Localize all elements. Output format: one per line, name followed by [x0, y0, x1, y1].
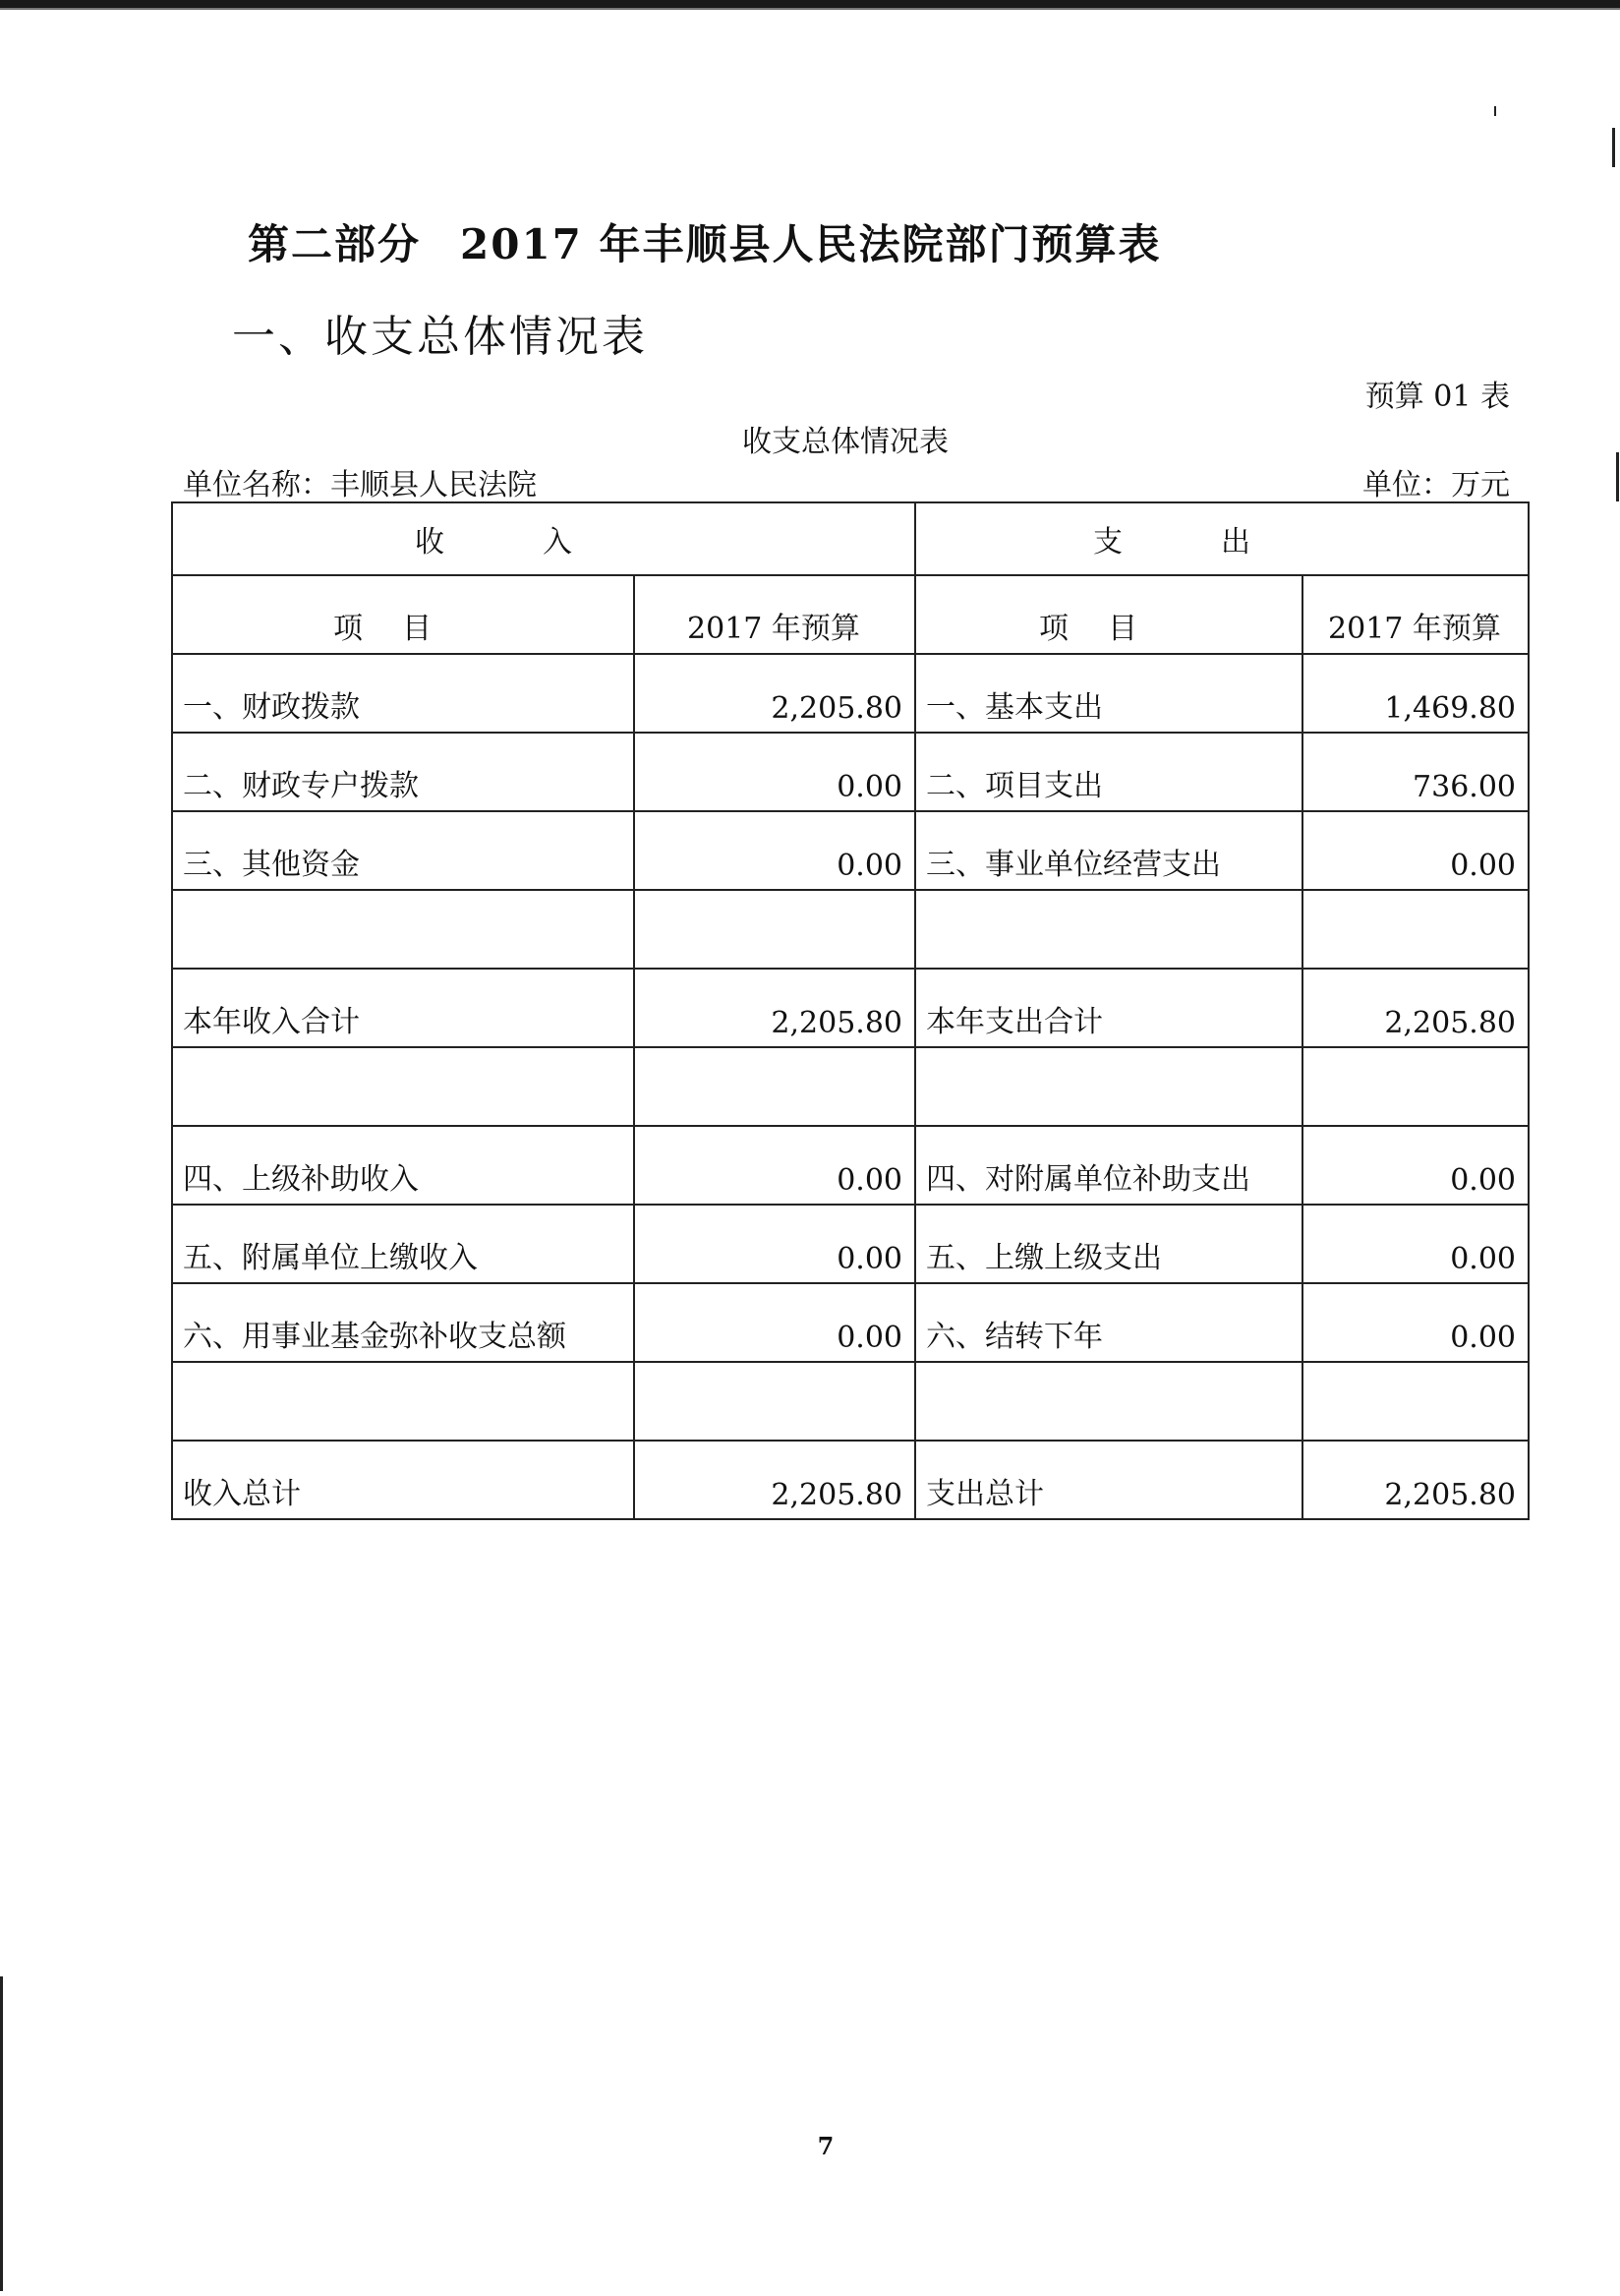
expense-header: 支出 [915, 502, 1529, 575]
income-value: 0.00 [634, 811, 915, 890]
empty-cell [172, 1047, 634, 1126]
part-subtitle: 2017 年丰顺县人民法院部门预算表 [460, 220, 1162, 268]
income-subtotal-value: 2,205.80 [634, 969, 915, 1047]
empty-cell [1302, 1047, 1529, 1126]
empty-cell [1302, 890, 1529, 969]
page-number: 7 [817, 2132, 835, 2160]
income-item: 三、其他资金 [172, 811, 634, 890]
budget-summary-table [171, 501, 1530, 1520]
expense-value: 0.00 [1302, 1283, 1529, 1362]
table-row [172, 733, 1529, 811]
table-empty-row [172, 1362, 1529, 1441]
part-title [248, 212, 1162, 271]
section-title: 一、收支总体情况表 [232, 312, 648, 362]
expense-value: 0.00 [1302, 1126, 1529, 1205]
expense-subtotal-label: 本年支出合计 [915, 969, 1302, 1047]
empty-cell [172, 1362, 634, 1441]
income-value: 2,205.80 [634, 654, 915, 733]
expense-subtotal-value: 2,205.80 [1302, 969, 1529, 1047]
table-row [172, 1283, 1529, 1362]
table-row [172, 654, 1529, 733]
expense-value: 736.00 [1302, 733, 1529, 811]
income-item: 六、用事业基金弥补收支总额 [172, 1283, 634, 1362]
table-total-row [172, 1441, 1529, 1519]
expense-item: 二、项目支出 [915, 733, 1302, 811]
empty-cell [634, 1047, 915, 1126]
income-subtotal-label: 本年收入合计 [172, 969, 634, 1047]
expense-item: 四、对附属单位补助支出 [915, 1126, 1302, 1205]
income-item: 四、上级补助收入 [172, 1126, 634, 1205]
expense-budget-column-header: 2017 年预算 [1302, 575, 1529, 654]
income-value: 0.00 [634, 1205, 915, 1283]
table-title: 收支总体情况表 [742, 425, 949, 459]
income-total-label: 收入总计 [172, 1441, 634, 1519]
empty-cell [634, 1362, 915, 1441]
table-empty-row [172, 890, 1529, 969]
expense-value: 1,469.80 [1302, 654, 1529, 733]
expense-item-column-header: 项目 [915, 575, 1302, 654]
empty-cell [1302, 1362, 1529, 1441]
expense-total-value: 2,205.80 [1302, 1441, 1529, 1519]
empty-cell [915, 1047, 1302, 1126]
empty-cell [915, 1362, 1302, 1441]
table-row [172, 1205, 1529, 1283]
expense-item: 三、事业单位经营支出 [915, 811, 1302, 890]
income-budget-column-header: 2017 年预算 [634, 575, 915, 654]
income-item-column-header: 项目 [172, 575, 634, 654]
empty-cell [172, 890, 634, 969]
table-number: 预算 01 表 [1364, 380, 1510, 414]
expense-item: 五、上缴上级支出 [915, 1205, 1302, 1283]
income-total-value: 2,205.80 [634, 1441, 915, 1519]
expense-value: 0.00 [1302, 811, 1529, 890]
unit-name: 单位名称：丰顺县人民法院 [183, 468, 537, 502]
currency-unit: 单位：万元 [1362, 468, 1510, 502]
expense-item: 一、基本支出 [915, 654, 1302, 733]
table-subtotal-row [172, 969, 1529, 1047]
table-row [172, 1126, 1529, 1205]
empty-cell [634, 890, 915, 969]
expense-total-label: 支出总计 [915, 1441, 1302, 1519]
income-value: 0.00 [634, 733, 915, 811]
part-label: 第二部分 [248, 220, 422, 268]
income-item: 一、财政拨款 [172, 654, 634, 733]
empty-cell [915, 890, 1302, 969]
table-row [172, 811, 1529, 890]
table-column-header-row [172, 575, 1529, 654]
table-group-header-row [172, 502, 1529, 575]
income-value: 0.00 [634, 1283, 915, 1362]
scan-top-border-shadow [0, 8, 1620, 10]
income-item: 五、附属单位上缴收入 [172, 1205, 634, 1283]
scan-edge-mark [1494, 106, 1496, 116]
income-item: 二、财政专户拨款 [172, 733, 634, 811]
scan-edge-mark [1612, 128, 1615, 167]
scan-top-border [0, 0, 1620, 8]
expense-value: 0.00 [1302, 1205, 1529, 1283]
expense-item: 六、结转下年 [915, 1283, 1302, 1362]
table-empty-row [172, 1047, 1529, 1126]
income-header: 收入 [172, 502, 915, 575]
income-value: 0.00 [634, 1126, 915, 1205]
